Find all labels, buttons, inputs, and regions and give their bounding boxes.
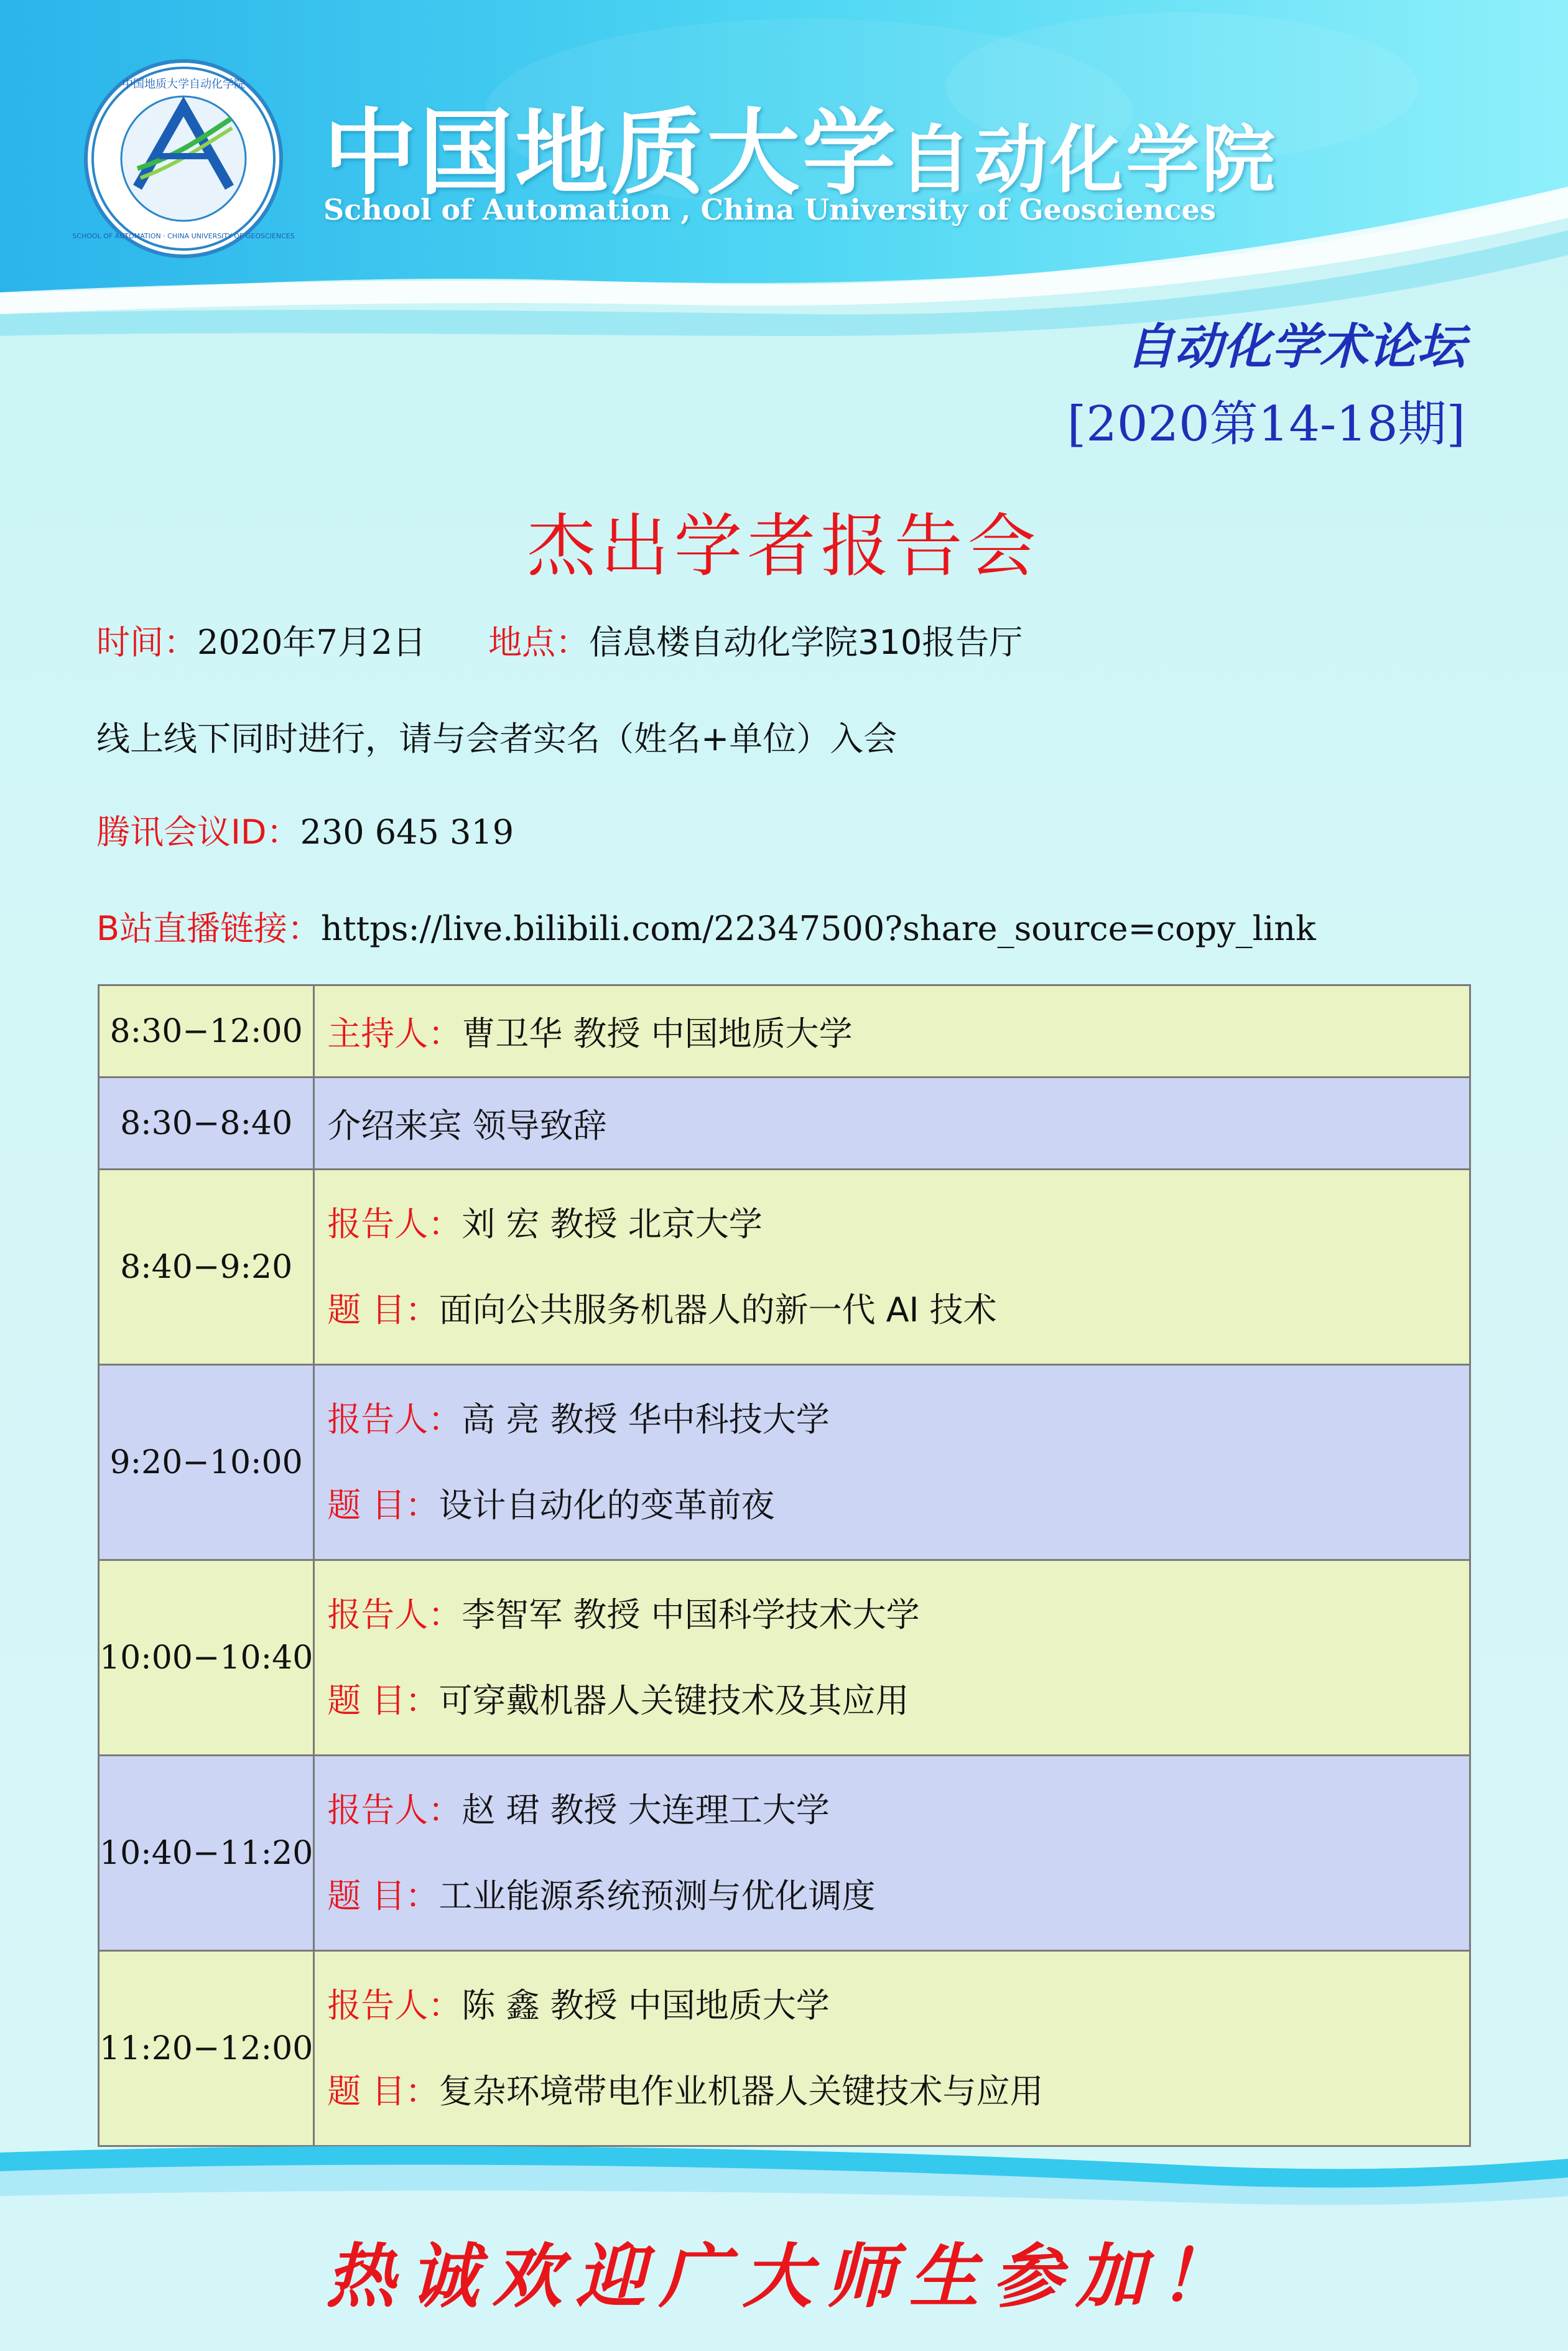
- speaker-name: 高 亮 教授 华中科技大学: [462, 1399, 830, 1439]
- forum-tag: [1067, 308, 1465, 455]
- school-name-cn: [323, 78, 1278, 212]
- schedule-table: [98, 984, 1471, 2147]
- schedule-time: 8:40−9:20: [99, 1170, 314, 1365]
- speaker-name: 刘 宏 教授 北京大学: [462, 1204, 763, 1244]
- host-label: 主持人：: [327, 1014, 462, 1053]
- schedule-desc: [314, 1560, 1470, 1756]
- meeting-value: 230 645 319: [300, 812, 514, 852]
- topic-text: 复杂环境带电作业机器人关键技术与应用: [438, 2071, 1044, 2111]
- schedule-desc: 介绍来宾 领导致辞: [314, 1078, 1470, 1170]
- logo-text-top: 中国地质大学自动化学院: [122, 78, 245, 91]
- schedule-time: 11:20−12:00: [99, 1951, 314, 2146]
- time-label: 时间：: [96, 623, 197, 662]
- schedule-time: 9:20−10:00: [99, 1365, 314, 1560]
- live-label: B站直播链接：: [96, 909, 322, 948]
- table-row: [99, 1951, 1470, 2146]
- table-row: [99, 1560, 1470, 1756]
- info-time-place: [96, 616, 1023, 664]
- school-name-cn-sub: 自动化学院: [898, 116, 1278, 203]
- topic-label: 题 目：: [327, 1680, 439, 1720]
- speaker-label: 报告人：: [327, 1790, 462, 1830]
- meeting-label: 腾讯会议ID：: [96, 812, 300, 852]
- topic-text: 工业能源系统预测与优化调度: [438, 1876, 876, 1916]
- header-banner: [0, 0, 1568, 324]
- live-link[interactable]: https://live.bilibili.com/22347500?share_source=copy_link: [321, 909, 1316, 948]
- schedule-desc: [314, 1365, 1470, 1560]
- logo-emblem: [72, 63, 295, 254]
- time-value: 2020年7月2日: [197, 623, 427, 662]
- place-value: 信息楼自动化学院310报告厅: [589, 623, 1023, 662]
- speaker-name: 陈 鑫 教授 中国地质大学: [462, 1985, 830, 2025]
- speaker-label: 报告人：: [327, 1399, 462, 1439]
- topic-label: 题 目：: [327, 1290, 439, 1329]
- school-name-cn-main: 中国地质大学: [323, 98, 899, 208]
- forum-issue: [2020第14-18期]: [1067, 396, 1465, 452]
- speaker-label: 报告人：: [327, 1594, 462, 1634]
- speaker-name: 李智军 教授 中国科学技术大学: [462, 1594, 920, 1634]
- topic-label: 题 目：: [327, 2071, 439, 2111]
- schedule-time: 10:40−11:20: [99, 1756, 314, 1951]
- schedule-desc: [314, 985, 1470, 1078]
- schedule-desc: [314, 1170, 1470, 1365]
- table-row: [99, 1170, 1470, 1365]
- school-name-en: School of Automation , China University of Geosciences: [323, 193, 1216, 226]
- topic-label: 题 目：: [327, 1485, 439, 1525]
- logo-text-bottom: SCHOOL OF AUTOMATION · CHINA UNIVERSITY OF GEOSCIENCES: [72, 232, 295, 240]
- table-row: [99, 985, 1470, 1078]
- topic-text: 可穿戴机器人关键技术及其应用: [438, 1680, 909, 1720]
- host-name: 曹卫华 教授 中国地质大学: [462, 1014, 853, 1053]
- place-label: 地点：: [488, 623, 590, 662]
- table-row: [99, 1365, 1470, 1560]
- school-logo: [72, 59, 295, 258]
- topic-text: 设计自动化的变革前夜: [438, 1485, 775, 1525]
- page-title: 杰出学者报告会: [527, 506, 1041, 586]
- topic-text: 面向公共服务机器人的新一代 AI 技术: [438, 1290, 997, 1329]
- table-row: [99, 1756, 1470, 1951]
- schedule-desc: [314, 1951, 1470, 2146]
- speaker-label: 报告人：: [327, 1985, 462, 2025]
- speaker-label: 报告人：: [327, 1204, 462, 1244]
- schedule-time: 10:00−10:40: [99, 1560, 314, 1756]
- schedule-time: 8:30−12:00: [99, 985, 314, 1078]
- welcome-slogan: 热诚欢迎广大师生参加！: [325, 2236, 1243, 2317]
- topic-label: 题 目：: [327, 1876, 439, 1916]
- schedule-time: 8:30−8:40: [99, 1078, 314, 1170]
- speaker-name: 赵 珺 教授 大连理工大学: [462, 1790, 830, 1830]
- table-row: [99, 1078, 1470, 1170]
- forum-name: 自动化学术论坛: [1125, 319, 1465, 375]
- schedule-desc: [314, 1756, 1470, 1951]
- info-meeting-id: [96, 806, 514, 854]
- info-live-link: [96, 902, 1316, 950]
- info-notice: 线上线下同时进行，请与会者实名（姓名+单位）入会: [96, 719, 898, 758]
